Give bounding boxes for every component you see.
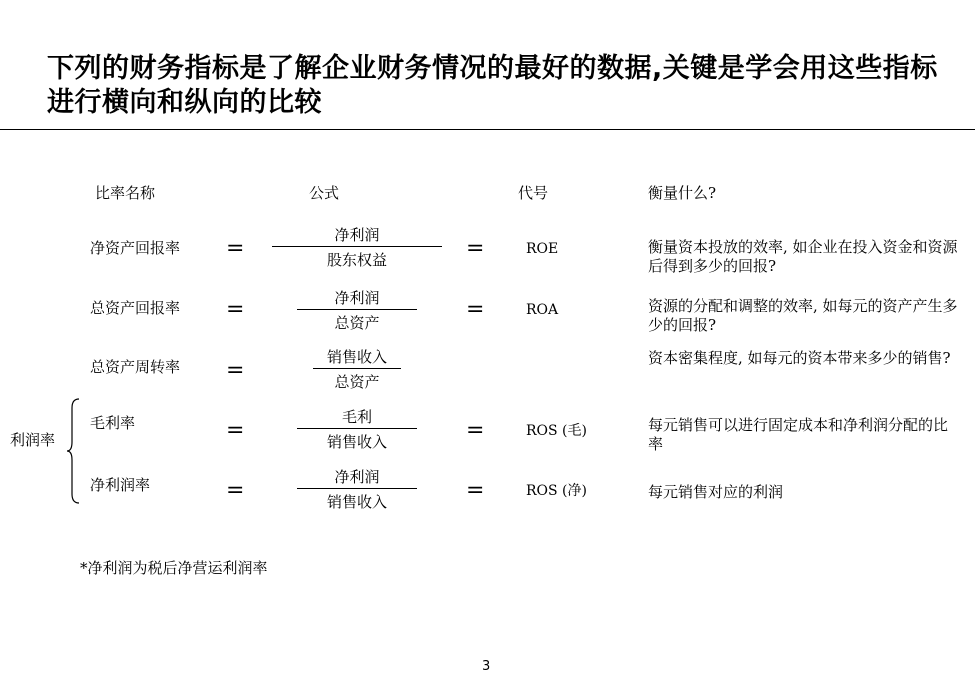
header-measures: 衡量什么? — [648, 184, 717, 202]
formula-numerator: 毛利 — [341, 408, 372, 426]
group-label: 利润率 — [10, 431, 56, 449]
equals-sign: = — [466, 297, 485, 322]
brace-icon — [66, 398, 80, 504]
fraction-line — [297, 428, 417, 429]
fraction-line — [313, 368, 401, 369]
equals-sign: = — [226, 418, 245, 443]
row-name: 净资产回报率 — [90, 239, 181, 257]
equals-sign: = — [466, 236, 485, 261]
formula-numerator: 销售收入 — [326, 348, 387, 366]
equals-sign: = — [226, 236, 245, 261]
fraction-line — [272, 246, 442, 247]
formula-denominator: 总资产 — [334, 373, 380, 391]
equals-sign: = — [226, 358, 245, 383]
header-ratio-name: 比率名称 — [95, 184, 156, 202]
formula-denominator: 总资产 — [334, 314, 380, 332]
ratio-description: 资源的分配和调整的效率, 如每元的资产产生多少的回报? — [648, 297, 958, 334]
equals-sign: = — [226, 297, 245, 322]
ratio-description: 每元销售可以进行固定成本和净利润分配的比率 — [648, 416, 949, 453]
ratio-code: ROS (净) — [526, 483, 587, 499]
title-divider — [0, 129, 975, 130]
row-name: 净利润率 — [90, 476, 151, 494]
formula-denominator: 股东权益 — [326, 251, 387, 269]
formula-numerator: 净利润 — [334, 468, 380, 486]
row-name: 毛利率 — [90, 414, 136, 432]
page-title: 下列的财务指标是了解企业财务情况的最好的数据,关键是学会用这些指标进行横向和纵向的比较 — [47, 53, 938, 118]
row-name: 总资产回报率 — [90, 299, 181, 317]
formula-denominator: 销售收入 — [326, 433, 387, 451]
row-name: 总资产周转率 — [90, 358, 181, 376]
equals-sign: = — [226, 478, 245, 503]
footnote: *净利润为税后净营运利润率 — [80, 559, 268, 577]
formula-denominator: 销售收入 — [326, 493, 387, 511]
ratio-description: 每元销售对应的利润 — [648, 483, 784, 501]
formula-numerator: 净利润 — [334, 289, 380, 307]
page-number: 3 — [482, 659, 491, 674]
header-code: 代号 — [518, 184, 549, 202]
ratio-description: 资本密集程度, 如每元的资本带来多少的销售? — [648, 349, 951, 367]
ratio-code: ROA — [526, 302, 559, 318]
ratio-code: ROE — [526, 241, 559, 257]
equals-sign: = — [466, 418, 485, 443]
ratio-code: ROS (毛) — [526, 423, 587, 439]
formula-numerator: 净利润 — [334, 226, 380, 244]
ratio-description: 衡量资本投放的效率, 如企业在投入资金和资源后得到多少的回报? — [648, 238, 958, 275]
equals-sign: = — [466, 478, 485, 503]
fraction-line — [297, 309, 417, 310]
header-formula: 公式 — [309, 184, 340, 202]
fraction-line — [297, 488, 417, 489]
